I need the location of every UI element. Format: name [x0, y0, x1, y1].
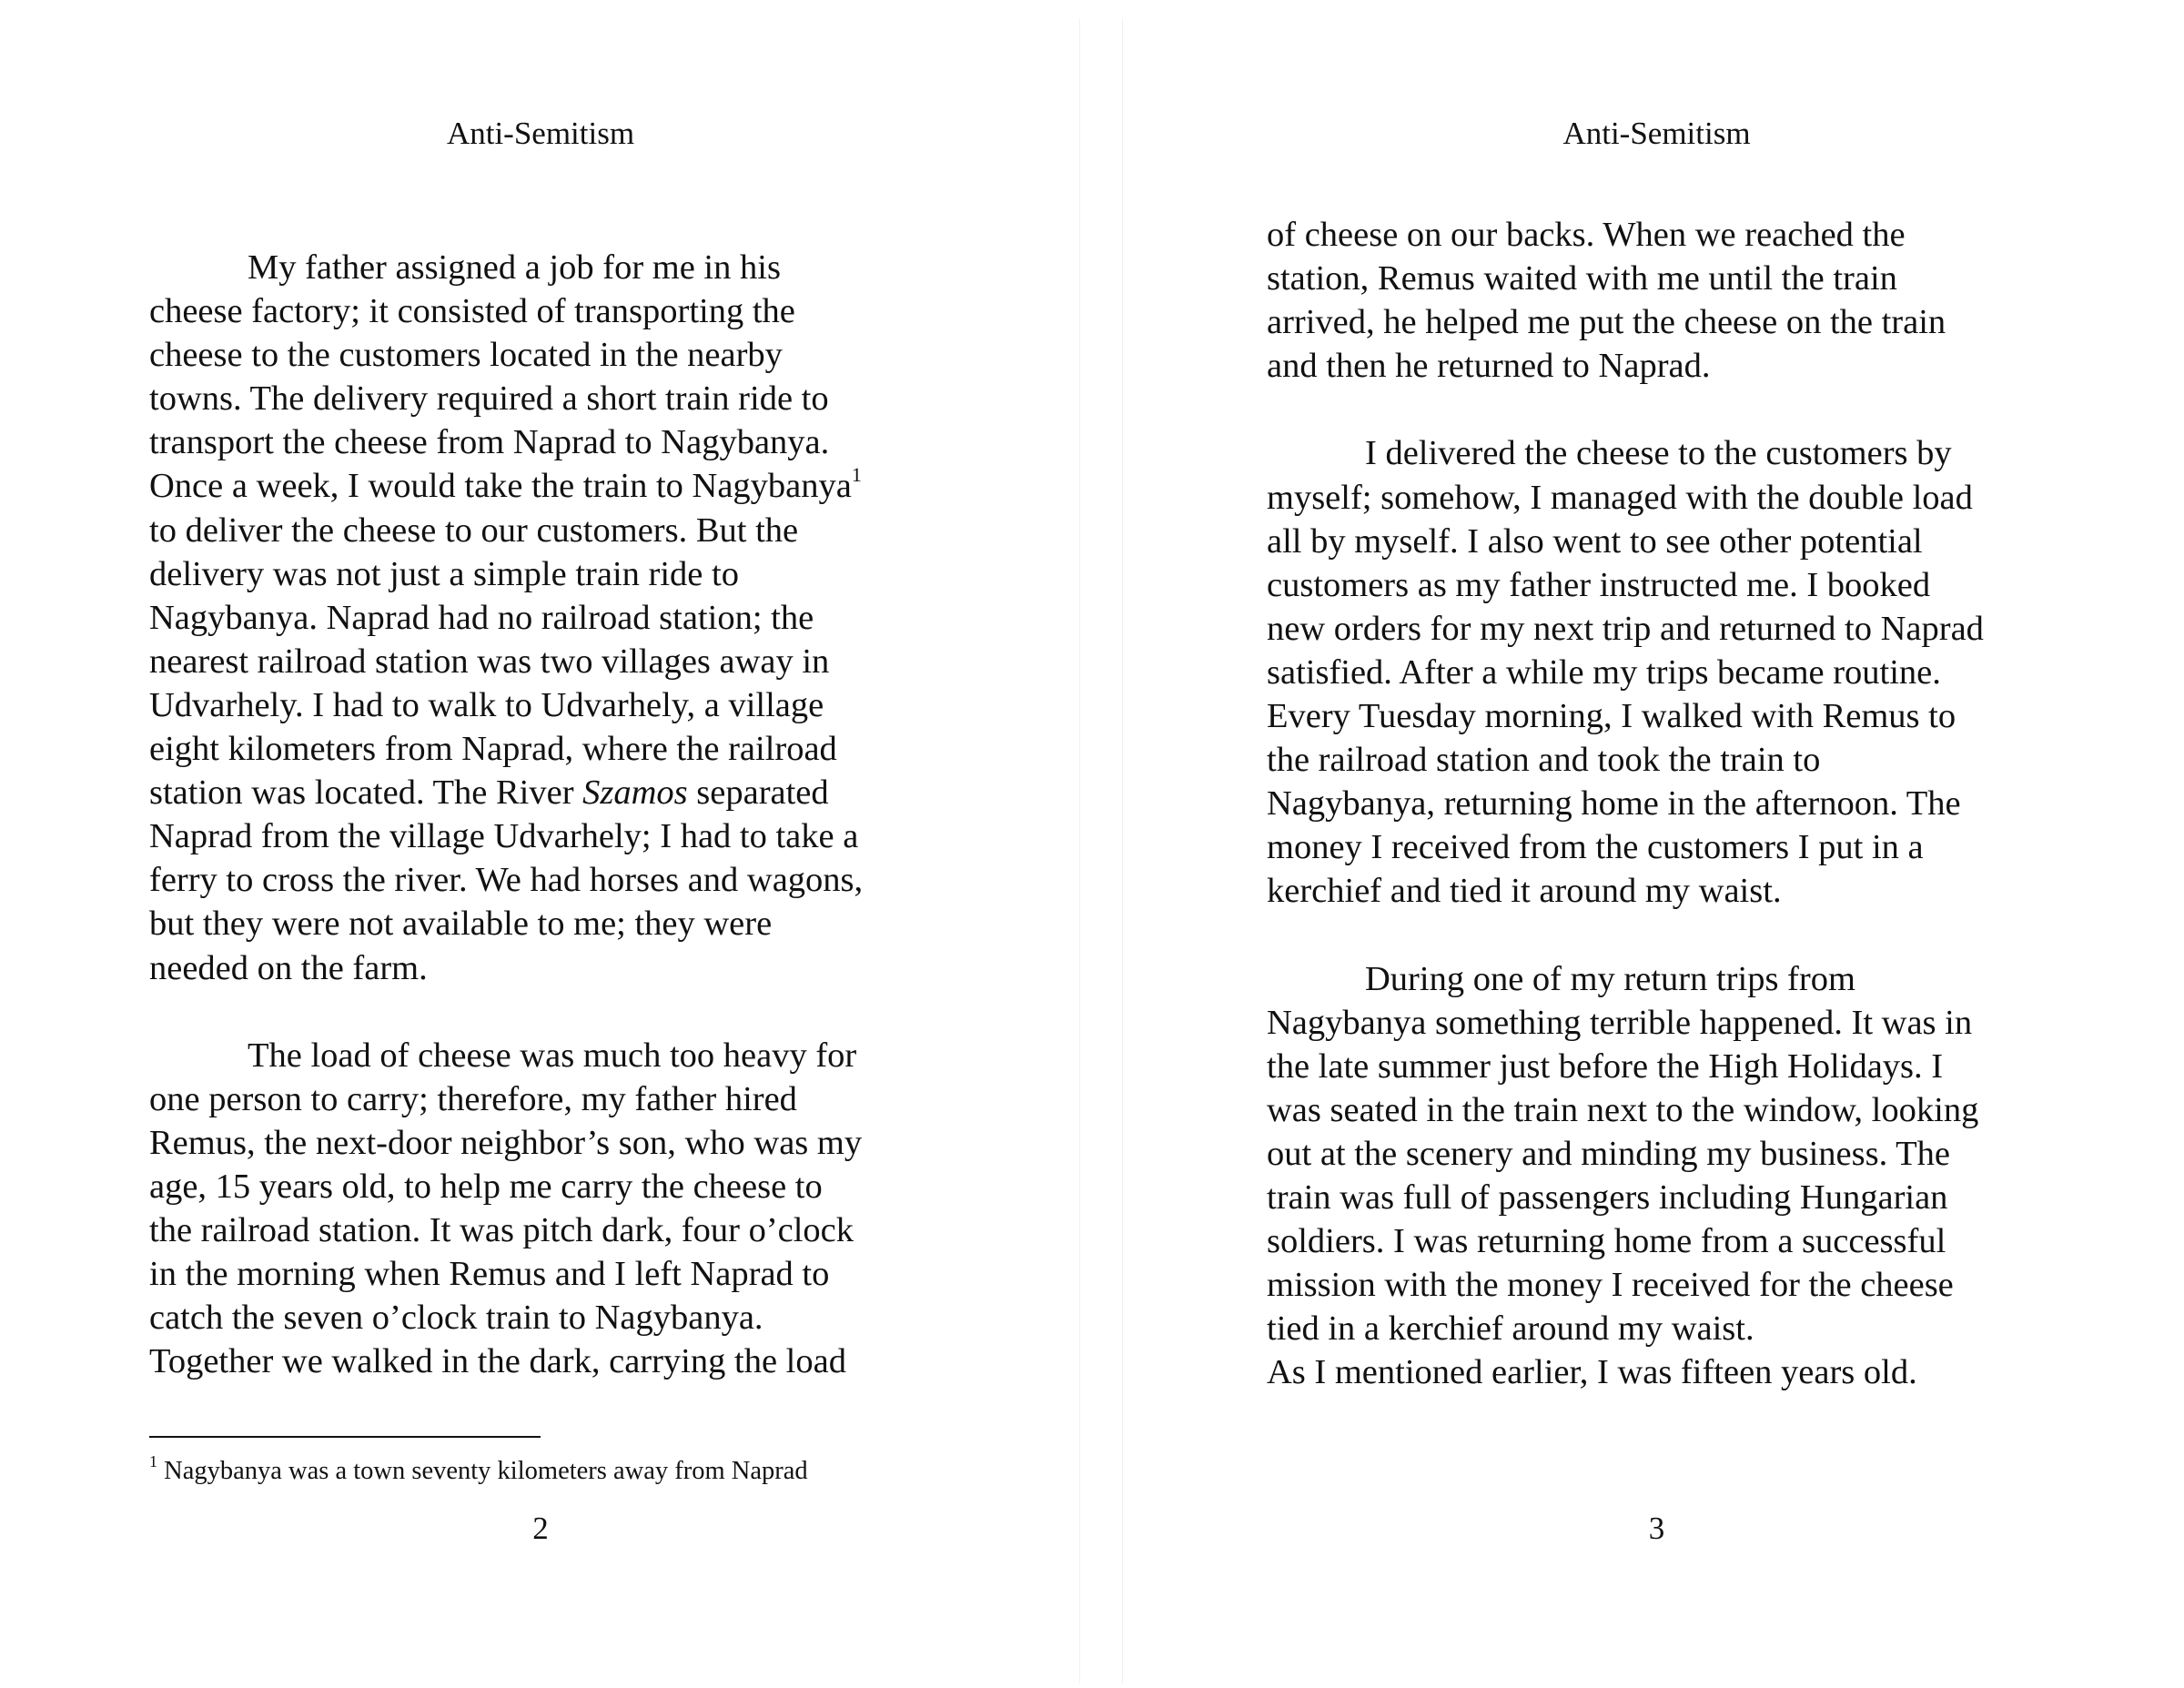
right-page [1121, 0, 2184, 1688]
text-line: Naprad from the village Udvarhely; I had to take a [149, 817, 859, 856]
text-segment: station was located. The River [149, 773, 583, 813]
text-line: eight kilometers from Naprad, where the railroad [149, 730, 837, 769]
text-line: of cheese on our backs. When we reached the [1267, 216, 1906, 254]
text-line: was seated in the train next to the window, looking [1267, 1090, 1979, 1129]
text-line: satisfied. After a while my trips became routine. [1267, 652, 1941, 692]
page-number: 2 [532, 1511, 549, 1546]
text-line: myself; somehow, I managed with the double load [1267, 478, 1973, 517]
footnote-marker: 1 [149, 1451, 157, 1471]
paragraph-break [1267, 914, 2086, 957]
page-body [1267, 213, 2086, 1395]
text-line: Nagybanya something terrible happened. It was in [1267, 1003, 1973, 1042]
running-head: Anti-Semitism [1562, 116, 1751, 151]
footnote-reference[interactable]: 1 [851, 462, 862, 486]
text-line: but they were not available to me; they were [149, 905, 773, 944]
text-line: ferry to cross the river. We had horses and wagons, [149, 861, 864, 900]
text-line: the railroad station and took the train to [1267, 741, 1821, 780]
text-line: During one of my return trips from [1365, 959, 1855, 998]
text-line: catch the seven o’clock train to Nagybanya. [149, 1299, 763, 1338]
paragraph-break [149, 990, 968, 1034]
text-line: cheese to the customers located in the nearby [149, 336, 783, 375]
text-line: Remus, the next-door neighbor’s son, who was my [149, 1123, 863, 1162]
text-line: As I mentioned earlier, I was fifteen years old. [1267, 1353, 1917, 1392]
text-line-with-italic [149, 771, 968, 814]
text-line: one person to carry; therefore, my father hired [149, 1079, 797, 1118]
text-line: and then he returned to Naprad. [1267, 347, 1711, 386]
text-line: money I received from the customers I put in a [1267, 828, 1924, 867]
text-line: the late summer just before the High Holidays. I [1267, 1046, 1944, 1086]
text-segment: Once a week, I would take the train to Nagybanya [149, 467, 852, 506]
text-line: all by myself. I also went to see other potential [1267, 521, 1923, 561]
text-line: Nagybanya, returning home in the afternoon. The [1267, 784, 1961, 824]
text-line: new orders for my next trip and returned to Naprad [1267, 609, 1984, 648]
text-line: to deliver the cheese to our customers. But the [149, 510, 799, 550]
text-line: The load of cheese was much too heavy for [248, 1036, 857, 1075]
text-line: train was full of passengers including Hungarian [1267, 1178, 1948, 1218]
left-page [0, 0, 1079, 1688]
text-line: needed on the farm. [149, 948, 428, 987]
italic-river-name: Szamos [582, 773, 688, 813]
page-number: 3 [1648, 1511, 1665, 1546]
book-gutter [1079, 18, 1123, 1683]
text-line: out at the scenery and minding my business. The [1267, 1134, 1950, 1173]
text-line: nearest railroad station was two villages away in [149, 642, 830, 681]
text-line: age, 15 years old, to help me carry the cheese to [149, 1167, 823, 1206]
text-line: I delivered the cheese to the customers by [1365, 434, 1952, 473]
page-body [149, 246, 968, 1383]
text-line: Every Tuesday morning, I walked with Remus to [1267, 697, 1956, 736]
footnote-text: Nagybanya was a town seventy kilometers away from Naprad [157, 1457, 808, 1485]
text-line: the railroad station. It was pitch dark, four o’clock [149, 1211, 854, 1250]
text-line: transport the cheese from Naprad to Nagybanya. [149, 423, 830, 462]
text-line: cheese factory; it consisted of transporting the [149, 292, 795, 331]
footnote [149, 1451, 808, 1489]
text-line: in the morning when Remus and I left Naprad to [149, 1255, 830, 1294]
running-head: Anti-Semitism [446, 116, 635, 151]
text-line: Together we walked in the dark, carrying the load [149, 1342, 846, 1381]
text-line: My father assigned a job for me in his [248, 248, 781, 287]
text-line: customers as my father instructed me. I booked [1267, 565, 1931, 604]
text-line: Udvarhely. I had to walk to Udvarhely, a village [149, 685, 824, 724]
text-line: delivery was not just a simple train ride to [149, 554, 739, 593]
footnote-separator [149, 1436, 541, 1438]
text-line: station, Remus waited with me until the train [1267, 259, 1897, 298]
text-line: towns. The delivery required a short train ride to [149, 379, 829, 419]
text-line: tied in a kerchief around my waist. [1267, 1309, 1754, 1349]
text-line: arrived, he helped me put the cheese on the train [1267, 303, 1946, 342]
text-line: kerchief and tied it around my waist. [1267, 872, 1782, 911]
text-line: Nagybanya. Naprad had no railroad station; the [149, 598, 814, 637]
text-line: soldiers. I was returning home from a successful [1267, 1222, 1946, 1261]
text-line-with-footnote [149, 464, 968, 508]
text-line: mission with the money I received for the cheese [1267, 1266, 1954, 1305]
text-segment: separated [687, 773, 829, 813]
paragraph-break [1267, 388, 2086, 431]
